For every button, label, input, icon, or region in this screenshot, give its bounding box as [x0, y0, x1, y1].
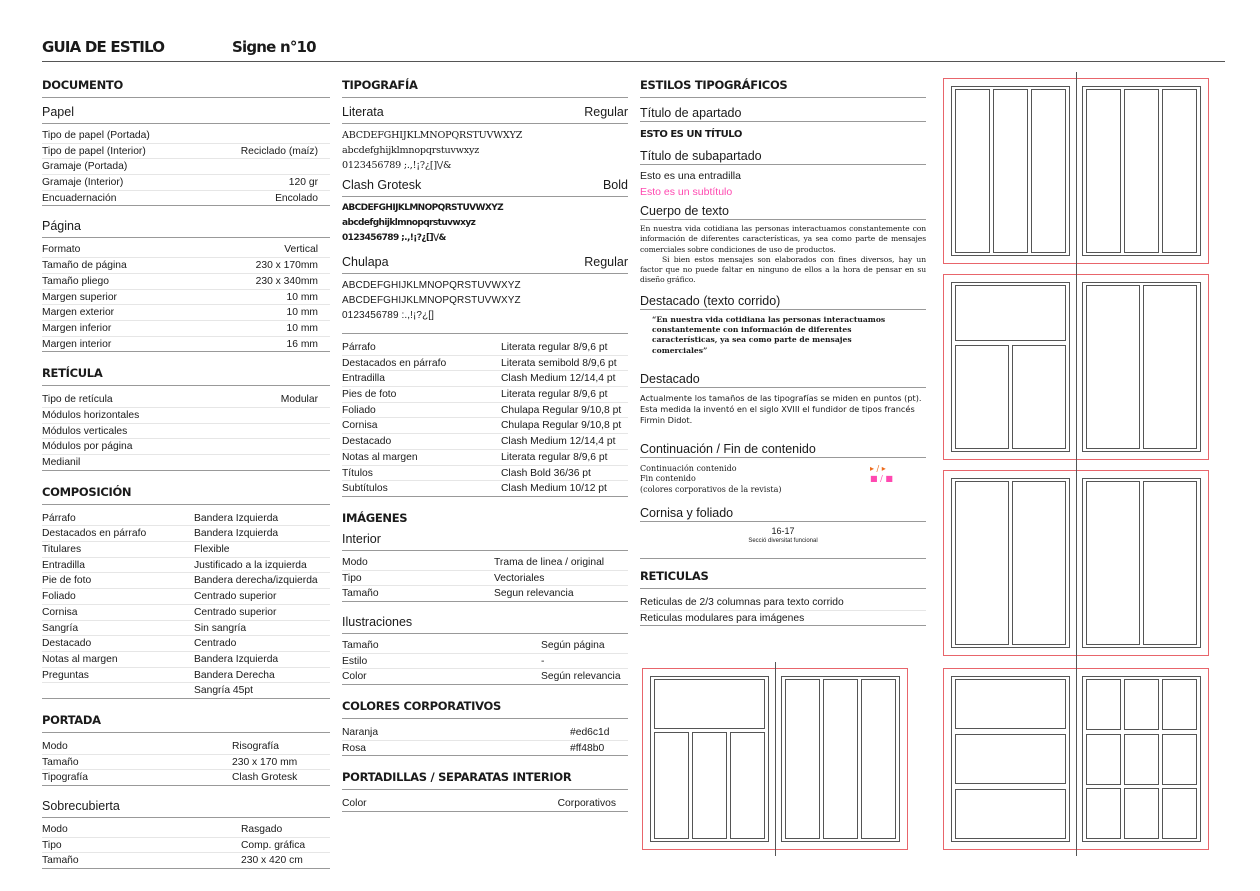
- row-label: Tamaño: [342, 588, 379, 600]
- table-row: [42, 605, 330, 621]
- table-row: [42, 392, 330, 408]
- page-header: [42, 38, 1225, 62]
- row-label: Tipo de retícula: [42, 394, 113, 406]
- titulo-sample: ESTO ES UN TÍTULO: [640, 129, 742, 140]
- table-row: [342, 403, 628, 419]
- grid-cell: [861, 679, 897, 838]
- grid-cell: [654, 732, 690, 838]
- column-estilos: [640, 76, 926, 626]
- row-value: 10 mm: [286, 307, 318, 319]
- papel-table: [42, 128, 330, 206]
- portada-table: [42, 739, 330, 786]
- row-value: Clash Medium 12/14,4 pt: [501, 436, 616, 448]
- row-value: Según relevancia: [541, 671, 621, 683]
- row-label: Gramaje (Interior): [42, 177, 124, 189]
- sobrecubierta-section: [42, 798, 330, 869]
- colores-table: [342, 725, 628, 756]
- portada-heading: PORTADA: [42, 711, 330, 733]
- grid-cell: [1086, 285, 1141, 448]
- portadillas-section: [342, 768, 628, 812]
- row-label: Foliado: [342, 404, 376, 416]
- row-label: Entradilla: [342, 373, 385, 385]
- grid-cell: [955, 89, 991, 252]
- row-value: Trama de linea / original: [494, 556, 605, 568]
- row-label: Tipo de papel (Interior): [42, 145, 146, 157]
- row-label: Notas al margen: [342, 451, 418, 463]
- row-value: Literata regular 8/9,6 pt: [501, 451, 608, 463]
- papel-title: Papel: [42, 104, 330, 124]
- row-value: Bandera Izquierda: [194, 528, 279, 540]
- row-label: Títulos: [342, 467, 373, 479]
- grid-cell: [955, 481, 1010, 644]
- table-row: [42, 853, 330, 869]
- row-value: Literata regular 8/9,6 pt: [501, 342, 608, 353]
- cuerpo-paragraph-1: En nuestra vida cotidiana las personas interactuamos constantemente con información de diferentes características, ya sea como parte de mensajes comerciales sobre condiciones de uso de productos.: [640, 224, 926, 254]
- table-row: [42, 424, 330, 440]
- grid-cell: [692, 732, 728, 838]
- row-label: Párrafo: [342, 342, 376, 353]
- row-value: Vertical: [284, 244, 318, 256]
- fin-text: Fin contenido: [640, 474, 696, 484]
- grid-cell: [955, 285, 1067, 341]
- titulo-subapartado-label: Título de subapartado: [640, 147, 926, 165]
- row-value: Literata semibold 8/9,6 pt: [501, 357, 617, 369]
- table-row: [42, 755, 330, 771]
- pagina-section: [42, 218, 330, 352]
- grid-cell: [730, 732, 766, 838]
- table-row: [342, 371, 628, 387]
- row-label: Tamaño pliego: [42, 275, 109, 287]
- row-value: Clash Medium 12/14,4 pt: [501, 373, 616, 385]
- table-row: [342, 654, 628, 670]
- row-value: 10 mm: [286, 322, 318, 334]
- subtitulo-sample: Esto es un subtítulo: [640, 186, 733, 198]
- row-label: Destacados en párrafo: [342, 357, 447, 369]
- grid-cell: [823, 679, 859, 838]
- composicion-section: [42, 483, 330, 699]
- row-value: 16 mm: [286, 338, 318, 350]
- table-row: [342, 450, 628, 466]
- row-value: 230 x 340mm: [255, 275, 318, 287]
- row-label: Párrafo: [42, 512, 76, 524]
- row-label: Módulos por página: [42, 441, 133, 453]
- row-label: Módulos verticales: [42, 425, 128, 437]
- font-clash-grotesk: [342, 177, 628, 246]
- table-row: [42, 144, 330, 160]
- titulo-apartado-label: Título de apartado: [640, 104, 926, 122]
- table-row: [42, 542, 330, 558]
- table-row: [342, 571, 628, 587]
- ilustraciones-title: Ilustraciones: [342, 614, 628, 634]
- cuerpo-label: Cuerpo de texto: [640, 202, 926, 220]
- row-label: Tamaño: [342, 639, 379, 651]
- row-value: Corporativos: [557, 798, 616, 810]
- row-value: 230 x 170 mm: [232, 756, 298, 768]
- folio-sample: 16-17: [771, 525, 795, 536]
- row-label: Margen exterior: [42, 307, 115, 319]
- row-label: Subtítulos: [342, 483, 388, 495]
- tipografia-heading: TIPOGRAFÍA: [342, 76, 628, 98]
- table-row: [342, 741, 628, 757]
- sobrecubierta-table: [42, 822, 330, 869]
- grid-cell: [785, 679, 821, 838]
- row-label: Notas al margen: [42, 653, 118, 665]
- table-row: [342, 796, 628, 812]
- grid-cell: [1031, 89, 1067, 252]
- table-row: [42, 652, 330, 668]
- destacado-label: Destacado: [640, 370, 926, 388]
- table-row: [342, 418, 628, 434]
- row-value: Centrado superior: [194, 591, 277, 603]
- cornisa-label: Cornisa y foliado: [640, 504, 926, 522]
- grid-cell: [1162, 788, 1198, 839]
- table-row: [42, 558, 330, 574]
- row-value: Justificado a la izquierda: [194, 559, 307, 571]
- font-literata: [342, 104, 628, 173]
- row-label: Preguntas: [42, 669, 89, 681]
- grid-cell: [1012, 481, 1067, 644]
- row-label: Estilo: [342, 655, 368, 667]
- imagenes-heading: IMÁGENES: [342, 510, 408, 525]
- table-row: [42, 408, 330, 424]
- table-row: [42, 668, 330, 684]
- column-tipografia: [342, 76, 628, 824]
- row-value: Clash Bold 36/36 pt: [501, 467, 591, 479]
- sobrecubierta-title: Sobrecubierta: [42, 798, 330, 818]
- row-label: Gramaje (Portada): [42, 161, 128, 173]
- font-chulapa: [342, 254, 628, 323]
- row-value: Bandera Izquierda: [194, 512, 279, 524]
- pagina-title: Página: [42, 218, 330, 238]
- reticulas-row-columns: Reticulas de 2/3 columnas para texto corrido: [640, 595, 926, 611]
- table-row: [42, 822, 330, 838]
- grid-cell: [654, 679, 766, 729]
- table-row: [342, 356, 628, 372]
- font-weight: Regular: [584, 255, 628, 269]
- table-row: [42, 258, 330, 274]
- entradilla-sample: Esto es una entradilla: [640, 170, 741, 182]
- row-value: Vectoriales: [494, 572, 545, 584]
- documento-heading: DOCUMENTO: [42, 76, 330, 98]
- grid-cell: [1086, 89, 1122, 252]
- estilos-heading: ESTILOS TIPOGRÁFICOS: [640, 76, 926, 98]
- grid-cell: [1162, 679, 1198, 730]
- grid-cell: [1124, 89, 1160, 252]
- ilustraciones-table: [342, 638, 628, 685]
- row-label: Modo: [342, 556, 368, 568]
- table-row: [42, 838, 330, 854]
- row-label: Tipo: [342, 572, 362, 584]
- grid-cell: [1086, 734, 1122, 785]
- row-label: Pies de foto: [342, 389, 397, 401]
- portadillas-heading: PORTADILLAS / SEPARATAS INTERIOR: [342, 768, 628, 790]
- row-value: 230 x 420 cm: [241, 855, 303, 867]
- table-row: [42, 337, 330, 353]
- row-value: 120 gr: [288, 177, 318, 189]
- spread-fold: [1076, 268, 1077, 466]
- row-label: Entradilla: [42, 559, 85, 571]
- row-value: Chulapa Regular 9/10,8 pt: [501, 404, 622, 416]
- font-weight: Bold: [602, 178, 628, 192]
- row-value: Segun relevancia: [494, 588, 574, 600]
- destacado-corrido-text: “En nuestra vida cotidiana las personas interactuamos constantemente con información de diferentes características, ya sea como parte de mensajes comerciales”: [652, 314, 886, 355]
- row-label: Margen inferior: [42, 322, 112, 334]
- row-value: Clash Grotesk: [232, 772, 298, 784]
- row-label: Color: [342, 798, 367, 810]
- row-value: Rasgado: [241, 824, 283, 835]
- font-specimen: ABCDEFGHIJKLMNOPQRSTUVWXYZ ABCDEFGHIJKLMNOPQRSTUVWXYZ 0123456789 :.,!¡?¿[]: [342, 280, 521, 321]
- table-row: [42, 191, 330, 207]
- grid-cell: [1124, 679, 1160, 730]
- row-label: Tamaño: [42, 855, 79, 867]
- reticula-section: [42, 364, 330, 470]
- row-value: Bandera Derecha: [194, 669, 275, 681]
- table-row: [42, 455, 330, 471]
- grid-cell: [1086, 679, 1122, 730]
- row-value: 10 mm: [286, 291, 318, 303]
- font-specimen: ABCDEFGHIJKLMNOPQRSTUVWXYZ abcdefghijklmnopqrstuvwxyz 0123456789 ;.,!¡?¿[]\/&: [342, 130, 523, 171]
- continuacion-block: [640, 464, 926, 500]
- row-value: Centrado: [194, 638, 237, 650]
- column-documento: [42, 76, 330, 881]
- row-label: Sangría: [42, 622, 79, 634]
- row-label: Formato: [42, 244, 81, 256]
- spread-fold: [1076, 662, 1077, 856]
- row-label: Destacados en párrafo: [42, 528, 147, 540]
- spread-fold: [1076, 464, 1077, 662]
- table-row: [42, 683, 330, 699]
- destacado-corrido-label: Destacado (texto corrido): [640, 292, 926, 310]
- row-label: Medianil: [42, 457, 81, 468]
- row-label: Pie de foto: [42, 575, 92, 587]
- font-weight: Regular: [584, 105, 628, 119]
- row-label: Tipo: [42, 839, 62, 851]
- row-value: Centrado superior: [194, 606, 277, 618]
- row-value: #ed6c1d: [570, 727, 610, 738]
- ilustraciones-section: [342, 614, 628, 685]
- grid-cell: [955, 734, 1067, 784]
- row-value: 230 x 170mm: [255, 260, 318, 272]
- table-row: [42, 770, 330, 786]
- table-row: [42, 439, 330, 455]
- table-row: [42, 526, 330, 542]
- row-label: Modo: [42, 740, 68, 752]
- interior-section: [342, 531, 628, 602]
- row-value: Reciclado (maíz): [240, 145, 318, 157]
- table-row: [342, 586, 628, 602]
- row-label: Modo: [42, 824, 68, 835]
- row-label: Tipo de papel (Portada): [42, 130, 150, 141]
- grid-cell: [1143, 481, 1198, 644]
- table-row: [342, 481, 628, 497]
- continuacion-glyph: ▸ / ▸: [870, 463, 886, 473]
- font-name: Clash Grotesk: [342, 178, 422, 192]
- table-row: [42, 290, 330, 306]
- row-label: Tamaño: [42, 756, 79, 768]
- table-row: [342, 669, 628, 685]
- grid-cell: [1086, 481, 1141, 644]
- grid-cell: [1162, 734, 1198, 785]
- table-row: [42, 242, 330, 258]
- pagina-table: [42, 242, 330, 352]
- table-row: [42, 128, 330, 144]
- composicion-table: [42, 511, 330, 699]
- row-value: Según página: [541, 639, 605, 651]
- table-row: [42, 589, 330, 605]
- reticulas-row-modular: Reticulas modulares para imágenes: [640, 611, 926, 627]
- cornisa-sample: Secció diversitat funcional: [640, 537, 926, 559]
- row-value: #ff48b0: [570, 742, 605, 754]
- grid-cell: [993, 89, 1029, 252]
- font-usage-table: [342, 340, 628, 497]
- row-label: Cornisa: [42, 606, 78, 618]
- grid-cell: [955, 679, 1067, 729]
- colores-heading: COLORES CORPORATIVOS: [342, 697, 628, 719]
- reticulas-heading: RETICULAS: [640, 567, 926, 589]
- issue-title: Signe n°10: [232, 38, 316, 56]
- table-row: [342, 466, 628, 482]
- reticula-table: [42, 392, 330, 470]
- row-value: Comp. gráfica: [241, 839, 306, 851]
- grid-cell: [955, 789, 1067, 839]
- table-row: [42, 573, 330, 589]
- row-value: Clash Medium 10/12 pt: [501, 483, 607, 495]
- guide-title: GUIA DE ESTILO: [42, 38, 165, 56]
- interior-title: Interior: [342, 531, 628, 551]
- table-row: [42, 621, 330, 637]
- grid-cell: [1086, 788, 1122, 839]
- row-label: Destacado: [342, 436, 392, 448]
- table-row: [342, 638, 628, 654]
- row-value: Modular: [280, 394, 318, 406]
- interior-table: [342, 555, 628, 602]
- row-label: Rosa: [342, 742, 367, 754]
- row-value: Literata regular 8/9,6 pt: [501, 389, 608, 401]
- portada-section: [42, 711, 330, 786]
- fin-note: (colores corporativos de la revista): [640, 484, 782, 494]
- portadillas-table: [342, 796, 628, 812]
- table-row: [42, 511, 330, 527]
- cuerpo-paragraph-2: Si bien estos mensajes son elaborados con fines diversos, hay un factor que no puede faltar en ninguno de ellos a la hora de pensar en su diseño gráfico.: [640, 254, 926, 285]
- row-label: Tipografía: [42, 772, 88, 784]
- row-label: Color: [342, 671, 367, 683]
- row-value: Sin sangría: [194, 622, 247, 634]
- row-value: Chulapa Regular 9/10,8 pt: [501, 420, 622, 432]
- row-value: Flexible: [194, 544, 230, 556]
- row-label: Tamaño de página: [42, 260, 127, 272]
- table-row: [42, 175, 330, 191]
- row-label: Foliado: [42, 591, 76, 603]
- grid-cell: [1124, 734, 1160, 785]
- table-row: [42, 274, 330, 290]
- table-row: [42, 305, 330, 321]
- grid-cell: [955, 345, 1010, 449]
- row-value: Bandera derecha/izquierda: [194, 575, 318, 587]
- spread-fold: [775, 662, 776, 856]
- row-label: Destacado: [42, 638, 92, 650]
- row-label: Módulos horizontales: [42, 409, 140, 421]
- table-row: [342, 434, 628, 450]
- row-value: Sangría 45pt: [194, 685, 253, 697]
- table-row: [342, 725, 628, 741]
- row-value: -: [541, 655, 545, 667]
- table-row: [42, 636, 330, 652]
- row-value: Encolado: [275, 192, 318, 204]
- font-name: Chulapa: [342, 255, 389, 269]
- papel-section: [42, 104, 330, 206]
- row-label: Titulares: [42, 544, 82, 556]
- grid-cell: [1012, 345, 1067, 449]
- colores-section: [342, 697, 628, 756]
- row-value: Risografía: [232, 740, 279, 752]
- font-specimen: ABCDEFGHIJKLMNOPQRSTUVWXYZ abcdefghijklmnopqrstuvwxyz 0123456789 ;.,!¡?¿[]\/&: [342, 203, 504, 243]
- grid-cell: [1162, 89, 1198, 252]
- row-label: Encuadernación: [42, 192, 117, 204]
- table-row: [342, 340, 628, 356]
- table-row: [42, 159, 330, 175]
- row-label: Cornisa: [342, 420, 378, 432]
- spread-fold: [1076, 72, 1077, 270]
- grid-cell: [1124, 788, 1160, 839]
- row-label: Margen interior: [42, 338, 112, 350]
- row-label: Margen superior: [42, 291, 117, 303]
- table-row: [42, 739, 330, 755]
- table-row: [342, 555, 628, 571]
- font-name: Literata: [342, 105, 384, 119]
- row-label: Naranja: [342, 727, 379, 738]
- table-row: [342, 387, 628, 403]
- table-row: [42, 321, 330, 337]
- composicion-heading: COMPOSICIÓN: [42, 483, 330, 505]
- fin-glyph: ■ / ■: [870, 474, 893, 484]
- font-usage-section: [342, 333, 628, 497]
- continuacion-text: Continuación contenido: [640, 463, 737, 473]
- destacado-text: Actualmente los tamaños de las tipografías se miden en puntos (pt). Esta medida la inventó en el siglo XVIII el fundidor de tipos francés Firmin Didot.: [640, 392, 922, 425]
- continuacion-label: Continuación / Fin de contenido: [640, 440, 926, 458]
- reticula-heading: RETÍCULA: [42, 364, 330, 386]
- grid-cell: [1143, 285, 1198, 448]
- row-value: Bandera Izquierda: [194, 653, 279, 665]
